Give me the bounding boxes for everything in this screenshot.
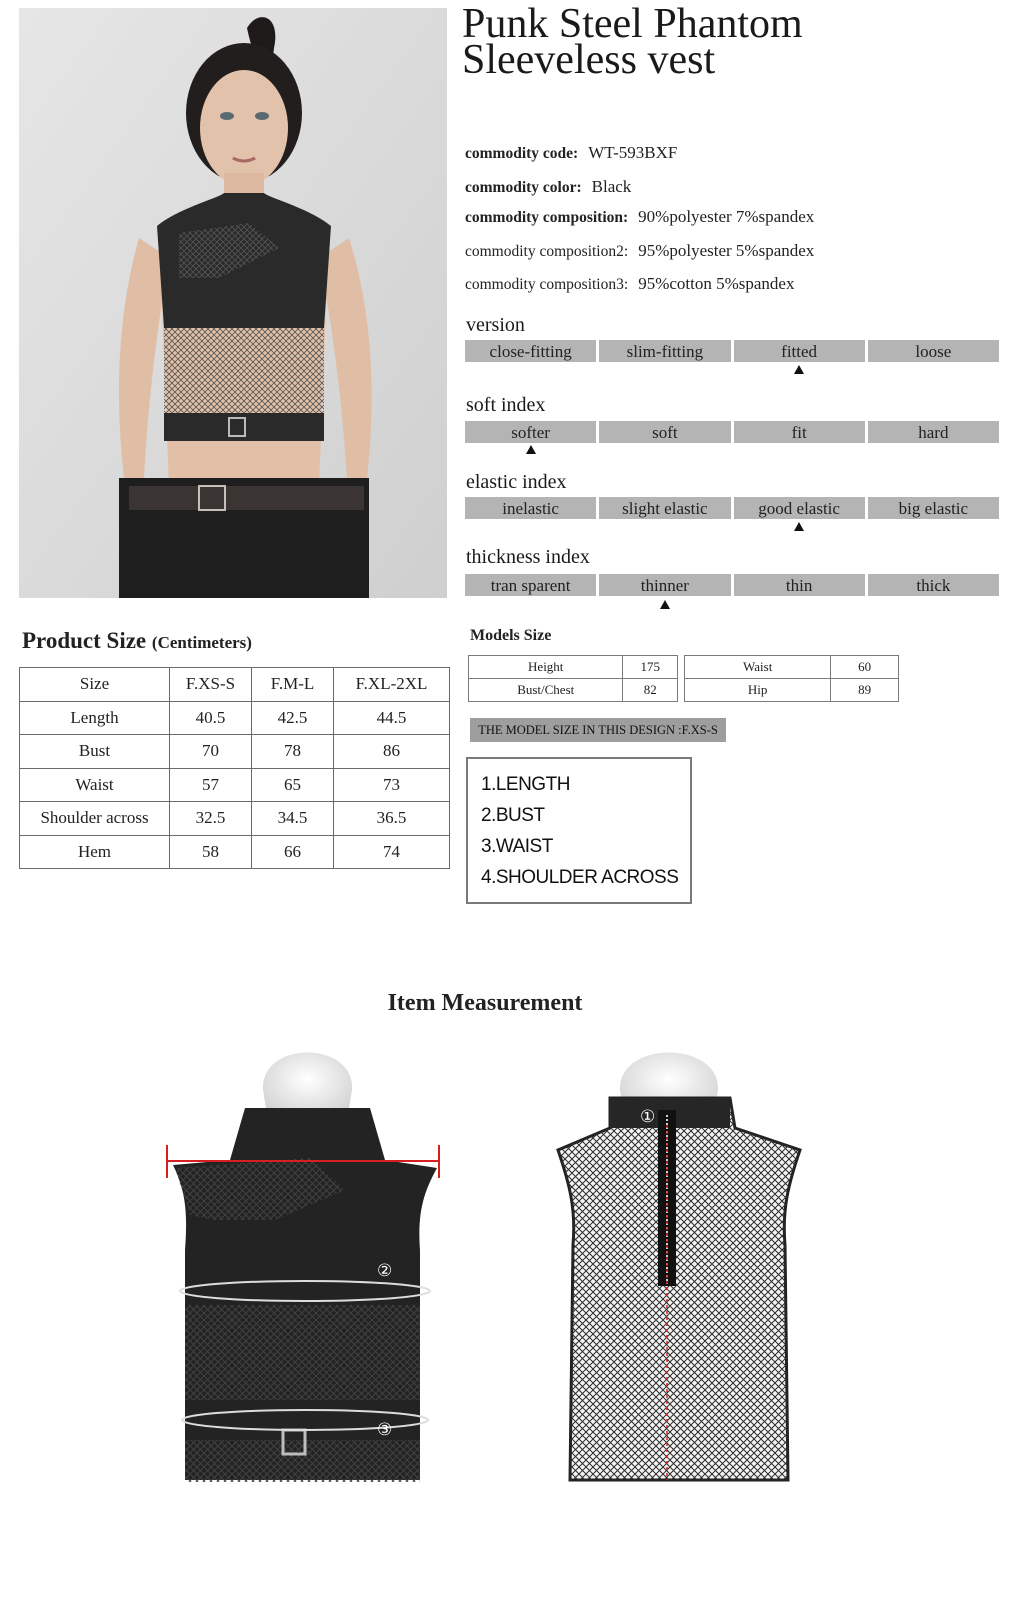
info-value: Black — [591, 177, 632, 196]
thickness-option: thick — [868, 574, 999, 596]
table-cell: 66 — [252, 835, 334, 869]
table-cell: 70 — [170, 735, 252, 769]
model-photo — [19, 8, 447, 598]
table-header-cell: Size — [20, 668, 170, 702]
table-row — [469, 679, 678, 702]
table-header-row — [20, 668, 450, 702]
info-color — [465, 177, 631, 197]
table-cell: 40.5 — [170, 701, 252, 735]
title-line-2: Sleeveless vest — [462, 37, 716, 83]
info-label: commodity code: — [465, 145, 579, 162]
table-cell: 32.5 — [170, 802, 252, 836]
table-cell: 60 — [831, 656, 899, 679]
table-cell: 44.5 — [334, 701, 450, 735]
info-label: commodity composition3: — [465, 276, 629, 293]
thickness-marker — [660, 600, 670, 609]
version-option: close-fitting — [465, 340, 596, 362]
models-size-title: Models Size — [470, 627, 552, 644]
version-option: slim-fitting — [599, 340, 730, 362]
table-cell: Length — [20, 701, 170, 735]
info-label: commodity composition: — [465, 209, 629, 226]
table-cell: Hem — [20, 835, 170, 869]
table-cell: 82 — [623, 679, 678, 702]
version-option: fitted — [734, 340, 865, 362]
soft-marker — [526, 445, 536, 454]
table-cell: 78 — [252, 735, 334, 769]
info-code — [465, 143, 677, 163]
table-cell: Shoulder across — [20, 802, 170, 836]
elastic-index-bar — [465, 497, 999, 519]
version-marker — [794, 365, 804, 374]
table-cell: Hip — [685, 679, 831, 702]
thickness-option: tran sparent — [465, 574, 596, 596]
marker-two: ② — [377, 1261, 393, 1281]
soft-option: soft — [599, 421, 730, 443]
info-composition — [465, 207, 814, 227]
table-cell: 57 — [170, 768, 252, 802]
legend-item-bust: 2.BUST — [481, 805, 545, 826]
elastic-option: slight elastic — [599, 497, 730, 519]
product-size-title — [22, 628, 252, 654]
legend-item-length: 1.LENGTH — [481, 774, 570, 795]
table-row — [20, 802, 450, 836]
soft-index-title: soft index — [466, 394, 546, 416]
table-header-cell: F.M-L — [252, 668, 334, 702]
table-header-cell: F.XS-S — [170, 668, 252, 702]
models-size-table-left — [468, 655, 678, 702]
table-cell: 175 — [623, 656, 678, 679]
info-composition3 — [465, 274, 794, 294]
soft-option: softer — [465, 421, 596, 443]
info-composition2 — [465, 241, 814, 261]
soft-option: fit — [734, 421, 865, 443]
table-cell: Height — [469, 656, 623, 679]
table-cell: 36.5 — [334, 802, 450, 836]
info-value: 95%cotton 5%spandex — [638, 274, 795, 293]
thickness-index-bar — [465, 574, 999, 596]
table-cell: Bust — [20, 735, 170, 769]
soft-option: hard — [868, 421, 999, 443]
table-row — [20, 735, 450, 769]
info-label: commodity composition2: — [465, 243, 629, 260]
marker-three: ③ — [377, 1420, 393, 1440]
table-row — [469, 656, 678, 679]
garment-back-view — [530, 1040, 830, 1520]
table-cell: 73 — [334, 768, 450, 802]
table-cell: 74 — [334, 835, 450, 869]
model-design-size-badge: THE MODEL SIZE IN THIS DESIGN :F.XS-S — [470, 718, 726, 742]
table-row — [20, 701, 450, 735]
elastic-option: inelastic — [465, 497, 596, 519]
item-measurement-title: Item Measurement — [387, 990, 583, 1016]
info-value: WT-593BXF — [588, 143, 678, 162]
table-row — [685, 679, 899, 702]
table-row — [685, 656, 899, 679]
table-cell: 42.5 — [252, 701, 334, 735]
legend-item-shoulder: 4.SHOULDER ACROSS — [481, 867, 679, 888]
table-row — [20, 768, 450, 802]
thickness-option: thinner — [599, 574, 730, 596]
table-cell: 65 — [252, 768, 334, 802]
table-cell: 86 — [334, 735, 450, 769]
soft-index-bar — [465, 421, 999, 443]
table-row — [20, 835, 450, 869]
version-option: loose — [868, 340, 999, 362]
elastic-index-title: elastic index — [466, 471, 567, 493]
table-cell: 34.5 — [252, 802, 334, 836]
product-size-table — [19, 667, 450, 869]
thickness-index-title: thickness index — [466, 546, 590, 568]
title-line-1: Punk Steel Phantom — [462, 1, 803, 47]
elastic-option: big elastic — [868, 497, 999, 519]
table-cell: 89 — [831, 679, 899, 702]
info-label: commodity color: — [465, 179, 582, 196]
table-header-cell: F.XL-2XL — [334, 668, 450, 702]
product-title — [462, 1, 803, 83]
version-title: version — [466, 314, 525, 336]
elastic-marker — [794, 522, 804, 531]
product-size-heading: Product Size — [22, 628, 147, 653]
product-size-unit: (Centimeters) — [151, 633, 252, 652]
marker-one: ① — [640, 1107, 656, 1127]
info-value: 95%polyester 5%spandex — [638, 241, 815, 260]
models-size-table-right — [684, 655, 899, 702]
version-bar — [465, 340, 999, 362]
table-cell: 58 — [170, 835, 252, 869]
legend-item-waist: 3.WAIST — [481, 836, 553, 857]
garment-front-view — [155, 1040, 460, 1520]
info-value: 90%polyester 7%spandex — [638, 207, 815, 226]
thickness-option: thin — [734, 574, 865, 596]
table-cell: Waist — [20, 768, 170, 802]
table-cell: Bust/Chest — [469, 679, 623, 702]
marker-four: ④ — [385, 1137, 401, 1157]
table-cell: Waist — [685, 656, 831, 679]
elastic-option: good elastic — [734, 497, 865, 519]
measurement-legend — [466, 757, 692, 904]
